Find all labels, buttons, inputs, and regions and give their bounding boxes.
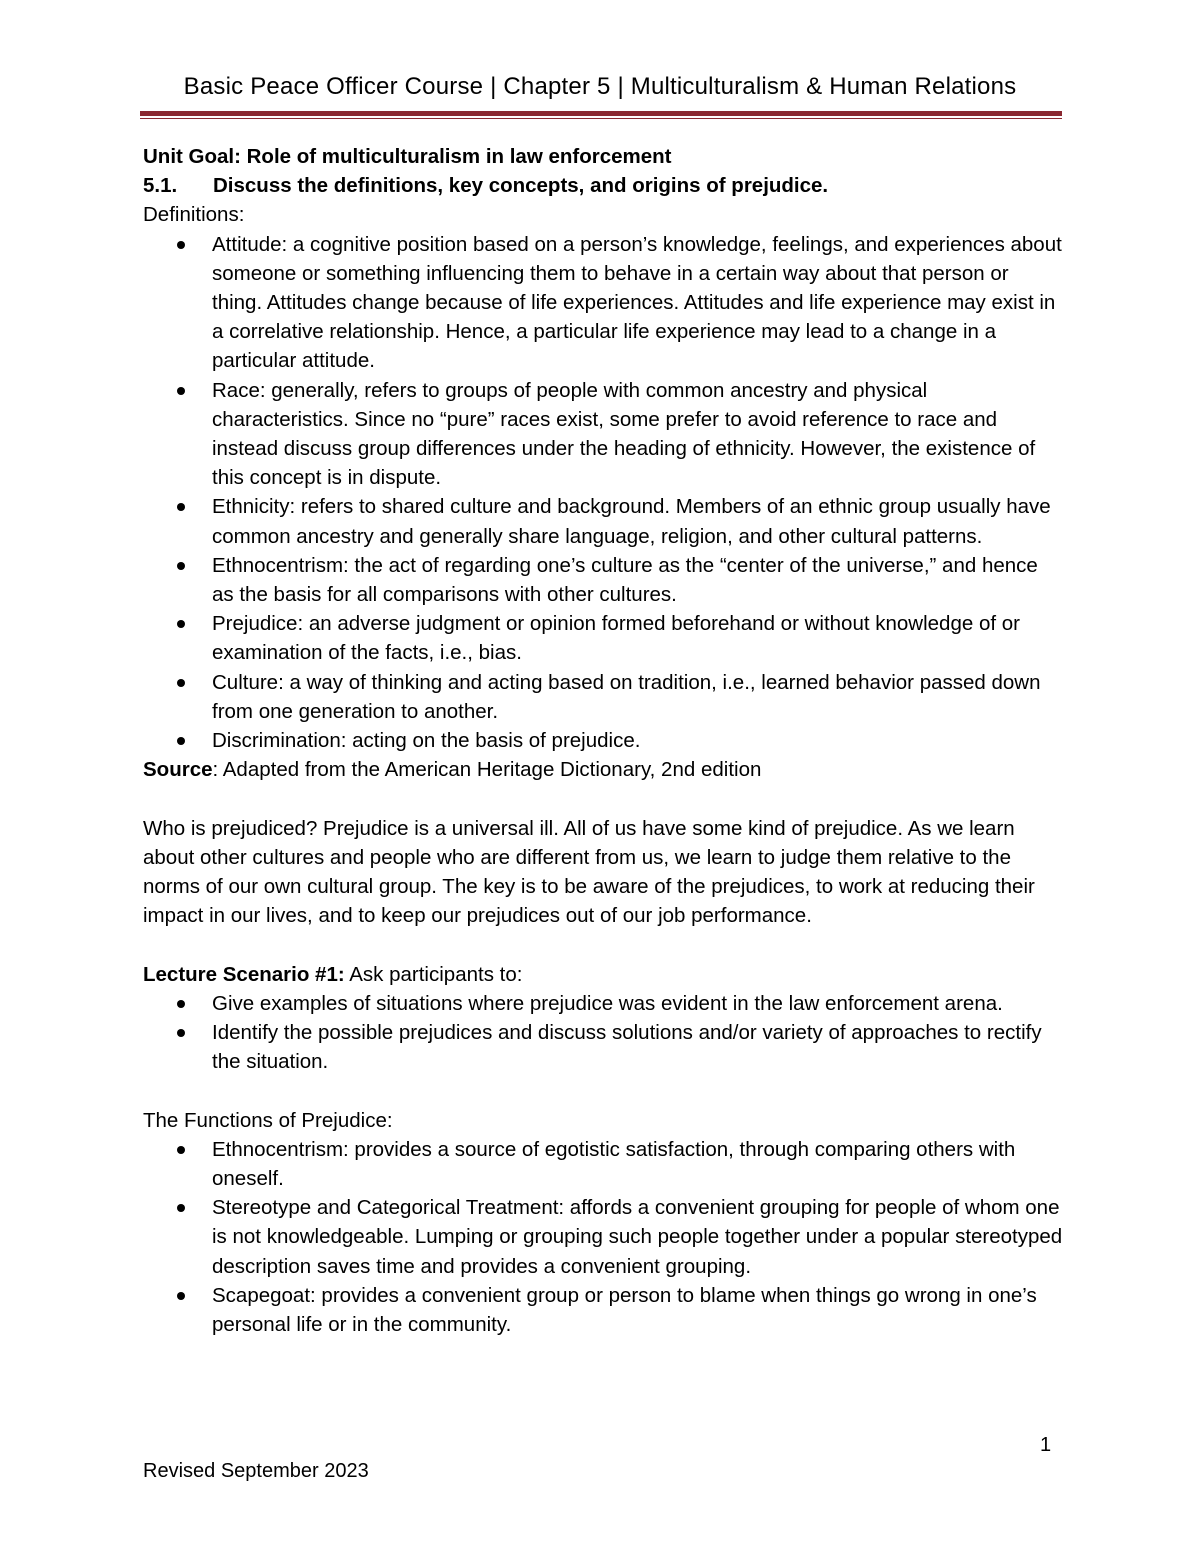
scenario-list [143,989,1063,1077]
functions-list [143,1135,1063,1339]
scenario-label: Lecture Scenario #1: [143,962,345,986]
objective-text: Discuss the definitions, key concepts, and origins of prejudice. [213,174,829,198]
header-rule-thin [140,118,1062,119]
list-item: Race: generally, refers to groups of people with common ancestry and physical characteristics. Since no “pure” races exist, some prefer to avoid reference to race and instead discuss group differences under the heading of ethnicity. However, the existence of this concept is in dispute. [143,376,1063,493]
list-item: Ethnocentrism: the act of regarding one’s culture as the “center of the universe,” and hence as the basis for all comparisons with other cultures. [143,551,1063,609]
source-label: Source [143,758,213,782]
running-header: Basic Peace Officer Course | Chapter 5 | Multiculturalism & Human Relations [183,73,1017,100]
definitions-list [143,230,1063,756]
list-item: Ethnocentrism: provides a source of egotistic satisfaction, through comparing others with oneself. [143,1135,1063,1193]
list-item: Stereotype and Categorical Treatment: affords a convenient grouping for people of whom one is not knowledgeable. Lumping or grouping such people together under a popular stereotyped description saves time and provides a convenient grouping. [143,1193,1063,1281]
spacer [143,784,1063,813]
objective-number: 5.1. [143,174,178,198]
spacer [143,930,1063,959]
list-item: Prejudice: an adverse judgment or opinion formed beforehand or without knowledge of or examination of the facts, i.e., bias. [143,609,1063,667]
scenario-text: Ask participants to: [344,962,523,986]
spacer [143,1076,1063,1105]
source-line [143,755,1063,784]
list-item: Scapegoat: provides a convenient group or person to blame when things go wrong in one’s personal life or in the community. [143,1281,1063,1339]
source-text: : Adapted from the American Heritage Dictionary, 2nd edition [212,758,762,782]
list-item: Attitude: a cognitive position based on a person’s knowledge, feelings, and experiences about someone or something influencing them to behave in a certain way about that person or thing. Attitudes change because of life experiences. Attitudes and life experience may exist in a correlative relationship. Hence, a particular life experience may lead to a change in a particular attitude. [143,230,1063,376]
header-rule-thick [140,111,1062,116]
unit-goal: Unit Goal: Role of multiculturalism in law enforcement [143,145,672,168]
revision-footer: Revised September 2023 [143,1460,369,1482]
list-item: Identify the possible prejudices and discuss solutions and/or variety of approaches to rectify the situation. [143,1018,1063,1076]
list-item: Give examples of situations where prejudice was evident in the law enforcement arena. [143,989,1063,1018]
page-number: 1 [1040,1434,1052,1456]
list-item: Culture: a way of thinking and acting based on tradition, i.e., learned behavior passed down from one generation to another. [143,668,1063,726]
list-item: Discrimination: acting on the basis of prejudice. [143,726,1063,755]
scenario-line [143,960,1063,989]
definitions-heading: Definitions: [143,203,245,227]
page-body [143,142,1063,1339]
functions-heading: The Functions of Prejudice: [143,1108,393,1132]
list-item: Ethnicity: refers to shared culture and background. Members of an ethnic group usually have common ancestry and generally share language, religion, and other cultural patterns. [143,492,1063,550]
objective-line [143,171,1063,200]
prejudice-paragraph: Who is prejudiced? Prejudice is a universal ill. All of us have some kind of prejudice. As we learn about other cultures and people who are different from us, we learn to judge them relative to the norms of our own cultural group. The key is to be aware of the prejudices, to work at reducing their impact in our lives, and to keep our prejudices out of our job performance. [143,816,1035,928]
